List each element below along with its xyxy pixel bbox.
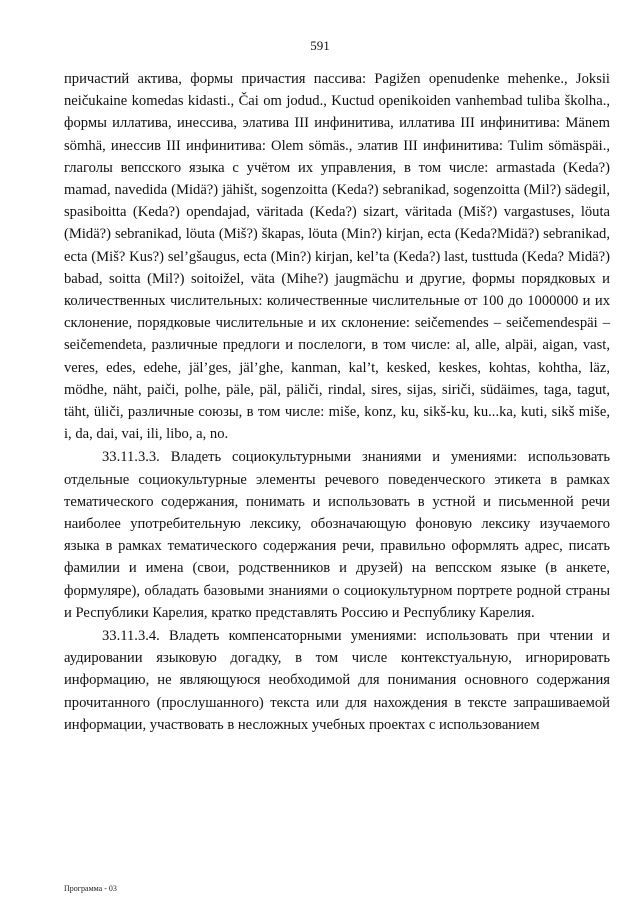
page-footer: Программа - 03 (64, 884, 117, 893)
paragraph-sociocultural-skills: 33.11.3.3. Владеть социокультурными знаниями и умениями: использовать отдельные социокультурные элементы речевого поведенческого этикета в рамках тематического содержания, понимать и использовать в устной и письменной речи наиболее употребительную лексику, обозначающую фоновую лексику изучаемого языка в рамках тематического содержания речи, правильно оформлять адрес, писать фамилии и имена (свои, родственников и друзей) на вепсском языке (в анкете, формуляре), обладать базовыми знаниями о социокультурном портрете родной страны и Республики Карелия, кратко представлять Россию и Республику Карелия. (64, 449, 610, 621)
paragraph-compensatory-skills: 33.11.3.4. Владеть компенсаторными умениями: использовать при чтении и аудировании языковую догадку, в том числе контекстуальную, игнорировать информацию, не являющуюся необходимой для понимания основного содержания прочитанного (прослушанного) текста или для нахождения в тексте запрашиваемой информации, участвовать в несложных учебных проектах с использованием (64, 628, 610, 733)
paragraph-grammar-list: причастий актива, формы причастия пассива: Pagižen openudenke mehenke., Joksii neičukaine komedas kidasti., Čai om jodud., Kuctud openikoiden vanhembad tuliba školha., формы иллатива, инессива, элатива III инфинитива, иллатива III инфинитива: Mänem sömhä, инессив III инфинитива: Olem sömäs., элатив III инфинитива: Tulim sömäspäi., глаголы вепсского языка с учётом их управления, в том числе: armastada (Keda?) mamad, navedida (Midä?) jähišt, sogenzoitta (Keda?) sebranikad, sogenzoitta (Mil?) sädegil, spasiboitta (Keda?) opendajad, väritada (Keda?) sizart, väritada (Miš?) vargastuses, löuta (Midä?) sebranikad, löuta (Miš?) škapas, löuta (Min?) kirjan, ecta (Keda?Midä?) sebranikad, ecta (Miš? Kus?) sel’gšaugus, ecta (Min?) kirjan, kel’ta (Keda?) last, tusttuda (Keda? Midä?) babad, soitta (Mil?) soitoižel, väta (Mihe?) jaugmächu и другие, формы порядковых и количественных числительных: количественные числительные от 100 до 1000000 и их склонение, порядковые числительные и их склонение: seičemendes – seičemendespäi – seičemendeta, различные предлоги и послелоги, в том числе: al, alle, alpäi, aigan, vast, veres, edes, edehe, jäl’ges, jäl’ghe, kanman, kal’t, kesked, keskes, kohtas, kohtha, läz, mödhe, näht, paiči, polhe, päle, päl, päliči, rindal, sires, sijas, siriči, südäimes, taga, tagut, täht, üliči, различные союзы, в том числе: miše, konz, ku, sikš-ku, ku...ka, kuti, sikš miše, i, da, dai, vai, ili, libo, a, no. (64, 71, 610, 443)
page-number: 591 (310, 38, 330, 53)
document-body (64, 68, 610, 736)
